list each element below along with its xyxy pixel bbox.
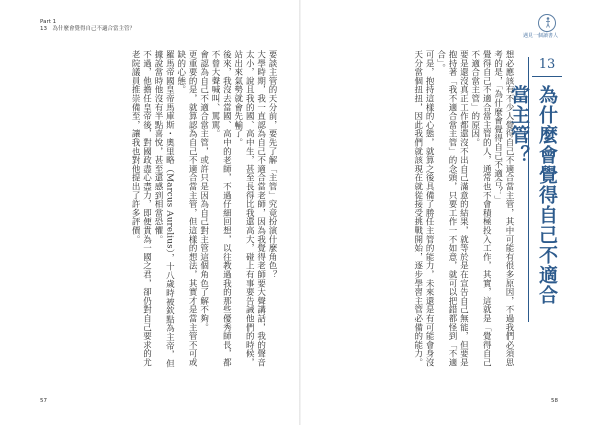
reader-figure-icon <box>545 17 551 28</box>
left-paragraph: 更重要的是，就算認為自己不適合當主管，但這樣的想法，其實才是當主管不可或缺的心態。 <box>175 50 198 367</box>
running-header-section: 13 為什麼會覺得自己不適合當主管？ <box>40 26 135 32</box>
running-header-part: Part 1 <box>40 19 57 25</box>
right-page-text <box>344 50 514 370</box>
brand-logo-text: 遇見一個讀書人 <box>522 33 558 39</box>
left-paragraph: 羅馬帝國皇帝馬庫斯・奧里略（Marcus Aurelius），十八歲時被欽點為主帝，但據說當時他沒有半點喜悅，甚至還感到相當恐懼。 <box>152 50 175 368</box>
right-paragraph: 想必應該有不少人覺得自己不適合當主管，其中可能有很多原因，不過我們必須思考的是，「為什麼會覺得自己不適合？」 <box>492 50 514 367</box>
chapter-heading <box>508 57 562 322</box>
right-paragraph: 要是還沒真正工作都還沒不出自己滿意的結果，就等於是在宣告自己無能，但要是抱持著「我不適合當主管」的念頭，只要工作一不如意，就可以把錯都怪到「不適合」。 <box>435 50 469 367</box>
left-paragraph: 會認為自己不適合當主管，或許只是因為自己對主管這個角色了解不夠。 <box>198 50 209 332</box>
left-paragraph: 大學時期，我一直認為自己不適合當老師，因為我覺得老師要大聲講話，我的聲音太小，說且我的國、高中生，甚至長得比我還高大，碰上有事要告誡他們的時候，站出來氣勢就會先輸了。 <box>232 50 266 367</box>
left-paragraph: 不過，他擔任皇帝後，對國政盡心盡力，即便貴為一國之君，卻仍對自己要求的尤老院議員推崇備至，讓我也對他提出了許多評價。 <box>130 50 152 367</box>
chapter-number: 13 <box>532 57 562 77</box>
left-page <box>0 0 299 425</box>
page-number-right: 58 <box>551 398 558 404</box>
chapter-title: 為什麼會覺得自己不適合當主管？ <box>508 85 558 305</box>
left-paragraph: 後來，我沒去當國、高中的老師，不過仔細回想，以往教過我的那些優秀師長，都不曾大聲喊叫、罵駡。 <box>209 50 232 367</box>
right-page <box>301 0 600 425</box>
running-header <box>40 19 135 33</box>
left-paragraph: 要談主管的天分前，要先了解「主管」究竟扮演什麼角色？ <box>267 50 277 279</box>
left-page-text <box>62 50 277 370</box>
right-paragraph: 覺得自己不適合當主管的人，通常也不會積極投入工作，其實，這就是「覺得自己不適合當主管」的原因。 <box>469 50 492 367</box>
page-number-left: 57 <box>40 398 47 404</box>
brand-logo <box>498 14 558 38</box>
right-paragraph: 可是，抱持這樣的心態，就算之後具備了勝任主管的能力，未來還是有可能會身沒天分當個扭扭，因此我們就該現在就從接受挑戰開始，逐步學習主管必備的能力。 <box>412 50 435 367</box>
